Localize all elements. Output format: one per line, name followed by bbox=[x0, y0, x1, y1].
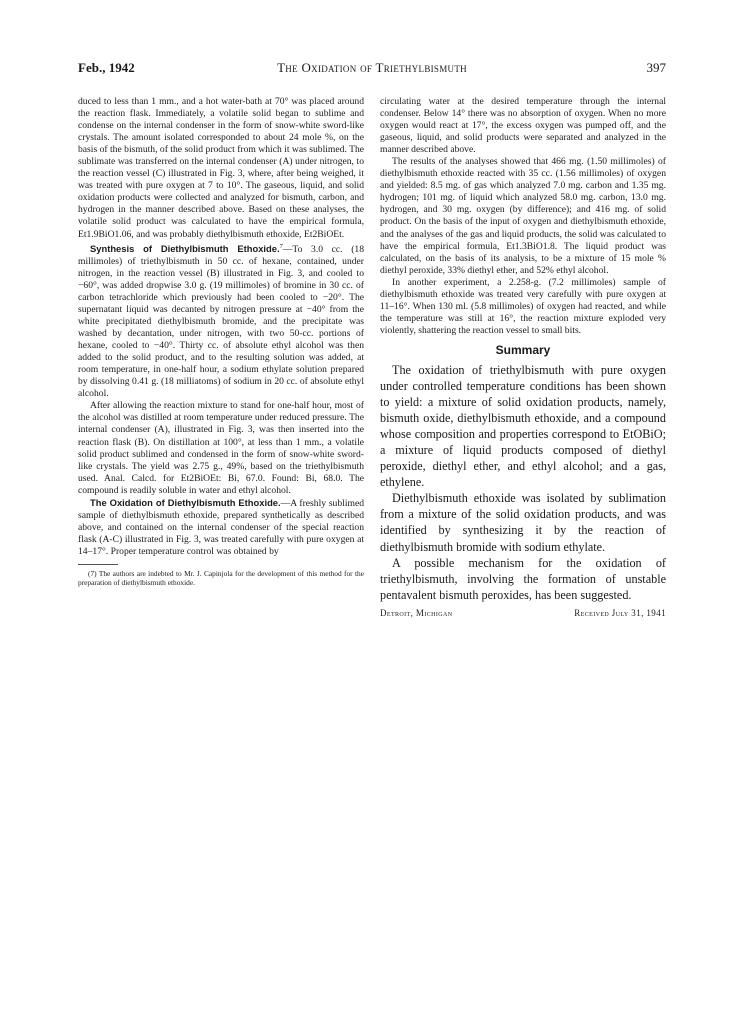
footnote-ref: 7 bbox=[279, 242, 283, 250]
signature-line bbox=[380, 607, 666, 621]
paragraph: After allowing the reaction mixture to stand for one-half hour, most of the alcohol was distilled at room temperature under reduced pressure. The internal condenser (A), illustrated in Fig. 3, was then inserted into the reaction flask (B). On distillation at 100°, at less than 1 mm., a volatile solid product sublimed and condensed in the form of snow-white sword-like crystals. The yield was 2.75 g., 49%, based on the triethylbismuth used. Anal. Calcd. for Et2BiOEt: Bi, 67.0. Found: Bi, 68.0. The compound is readily soluble in water and ethyl alcohol. bbox=[78, 400, 364, 496]
paragraph: circulating water at the desired temperature through the internal condenser. Below 14° there was no absorption of oxygen. When no more oxygen would react at 17°, the excess oxygen was pumped off, and the gaseous, liquid, and solid products were separated and analyzed in the manner described above. bbox=[380, 96, 666, 156]
paragraph bbox=[78, 241, 364, 401]
paragraph: In another experiment, a 2.258-g. (7.2 millimoles) sample of diethylbismuth ethoxide was treated very carefully with pure oxygen at 11–16°. When 130 ml. (5.8 millimoles) of oxygen had reacted, and while the temperature was still at 16°, the reaction mixture exploded very violently, shattering the reaction vessel to small bits. bbox=[380, 276, 666, 336]
summary-paragraph: Diethylbismuth ethoxide was isolated by sublimation from a mixture of the solid oxidation products, and was identified by synthesizing it by the reaction of diethylbismuth bromide with sodium ethylate. bbox=[380, 491, 666, 554]
section-run-in-heading: Synthesis of Diethylbismuth Ethoxide. bbox=[90, 242, 280, 254]
section-run-in-heading: The Oxidation of Diethylbismuth Ethoxide. bbox=[90, 496, 281, 508]
footnote: (7) The authors are indebted to Mr. J. Capinjola for the development of this method for the preparation of diethylbismuth ethoxide. bbox=[78, 568, 364, 588]
author-location: Detroit, Michigan bbox=[380, 607, 453, 618]
summary-section bbox=[380, 362, 666, 603]
received-date: Received July 31, 1941 bbox=[574, 607, 666, 618]
footnote-divider bbox=[78, 564, 118, 565]
paragraph: The results of the analyses showed that 466 mg. (1.50 millimoles) of diethylbismuth ethoxide reacted with 35 cc. (1.56 millimoles) of oxygen and yielded: 8.5 mg. of gas which analyzed 7.0 mg. carbon and 1.35 mg. hydrogen; 101 mg. of liquid which analyzed 58.0 mg. carbon, 13.0 mg. hydrogen, and 30 mg. oxygen (by difference); and 416 mg. of solid product. On the basis of the input of oxygen and diethylbismuth ethoxide, and the analyses of the gas and liquid products, the solid was calculated to have the empirical formula, Et1.3BiO1.8. The liquid product was calculated, on the basis of its analysis, to be a mixture of 15 mole % diethyl peroxide, 33% diethyl ether, and 52% ethyl alcohol. bbox=[380, 156, 666, 276]
paragraph-body: —A freshly sublimed sample of diethylbismuth ethoxide, prepared synthetically as described above, and contained on the internal condenser of the special reaction flask (A-C) illustrated in Fig. 3, was treated carefully with pure oxygen at 14–17°. Proper temperature control was obtained by bbox=[78, 497, 365, 557]
summary-heading: Summary bbox=[495, 342, 551, 357]
summary-paragraph: A possible mechanism for the oxidation of triethylbismuth, involving the formation of unstable pentavalent bismuth peroxides, has been suggested. bbox=[380, 555, 666, 602]
summary-paragraph: The oxidation of triethylbismuth with pure oxygen under controlled temperature conditions has been shown to yield: a mixture of solid oxidation products, namely, bismuth oxide, diethylbismuth ethoxide, and a compound whose composition and properties correspond to EtOBiO; a mixture of liquid products composed of diethyl peroxide, diethyl ether, and ethyl alcohol; and a gas, ethylene. bbox=[380, 362, 666, 490]
issue-date: Feb., 1942 bbox=[78, 60, 135, 75]
page-header bbox=[78, 60, 666, 80]
paragraph: duced to less than 1 mm., and a hot water-bath at 70° was placed around the reaction flask. Immediately, a volatile solid began to sublime and condense on the internal condenser in the form of snow-white sword-like crystals. The amount isolated corresponded to about 24 mole %, on the basis of the bismuth, of the solid product from which it was sublimed. The sublimate was transferred on the internal condenser (A) under nitrogen, to the reaction vessel (C) illustrated in Fig. 3, where, after being weighed, it was treated with pure oxygen at 7 to 10°. The gaseous, liquid, and solid oxidation products were collected and analyzed for bismuth, carbon, and hydrogen in the manner described above. Based on these analyses, the volatile solid product was calculated to have the empirical formula, Et1.9BiO1.06, and was probably diethylbismuth ethoxide, Et2BiOEt. bbox=[78, 96, 364, 240]
right-column bbox=[380, 96, 666, 621]
running-title: The Oxidation of Triethylbismuth bbox=[277, 60, 467, 75]
left-column bbox=[78, 96, 364, 588]
paragraph-body: —To 3.0 cc. (18 millimoles) of triethylbismuth in 50 cc. of hexane, contained, under nitrogen, in the reaction vessel (B) illustrated in Fig. 3, and cooled to −60°, was added dropwise 3.0 g. (19 millimoles) of bromine in 30 cc. of carbon tetrachloride which previously had been cooled to −20°. The supernatant liquid was decanted by nitrogen pressure at −40° from the white precipitated diethylbismuth bromide, and the precipitate was washed by decantation, under nitrogen, with two 50-cc. portions of hexane, cooled to −40°. Thirty cc. of absolute ethyl alcohol was then added to the solid product, and to the resulting solution was added, at room temperature, in one-half hour, a sodium ethylate solution prepared by dissolving 0.41 g. (18 milliatoms) of sodium in 20 cc. of absolute ethyl alcohol. bbox=[78, 243, 364, 400]
paragraph bbox=[78, 497, 364, 558]
page-number: 397 bbox=[646, 60, 666, 75]
